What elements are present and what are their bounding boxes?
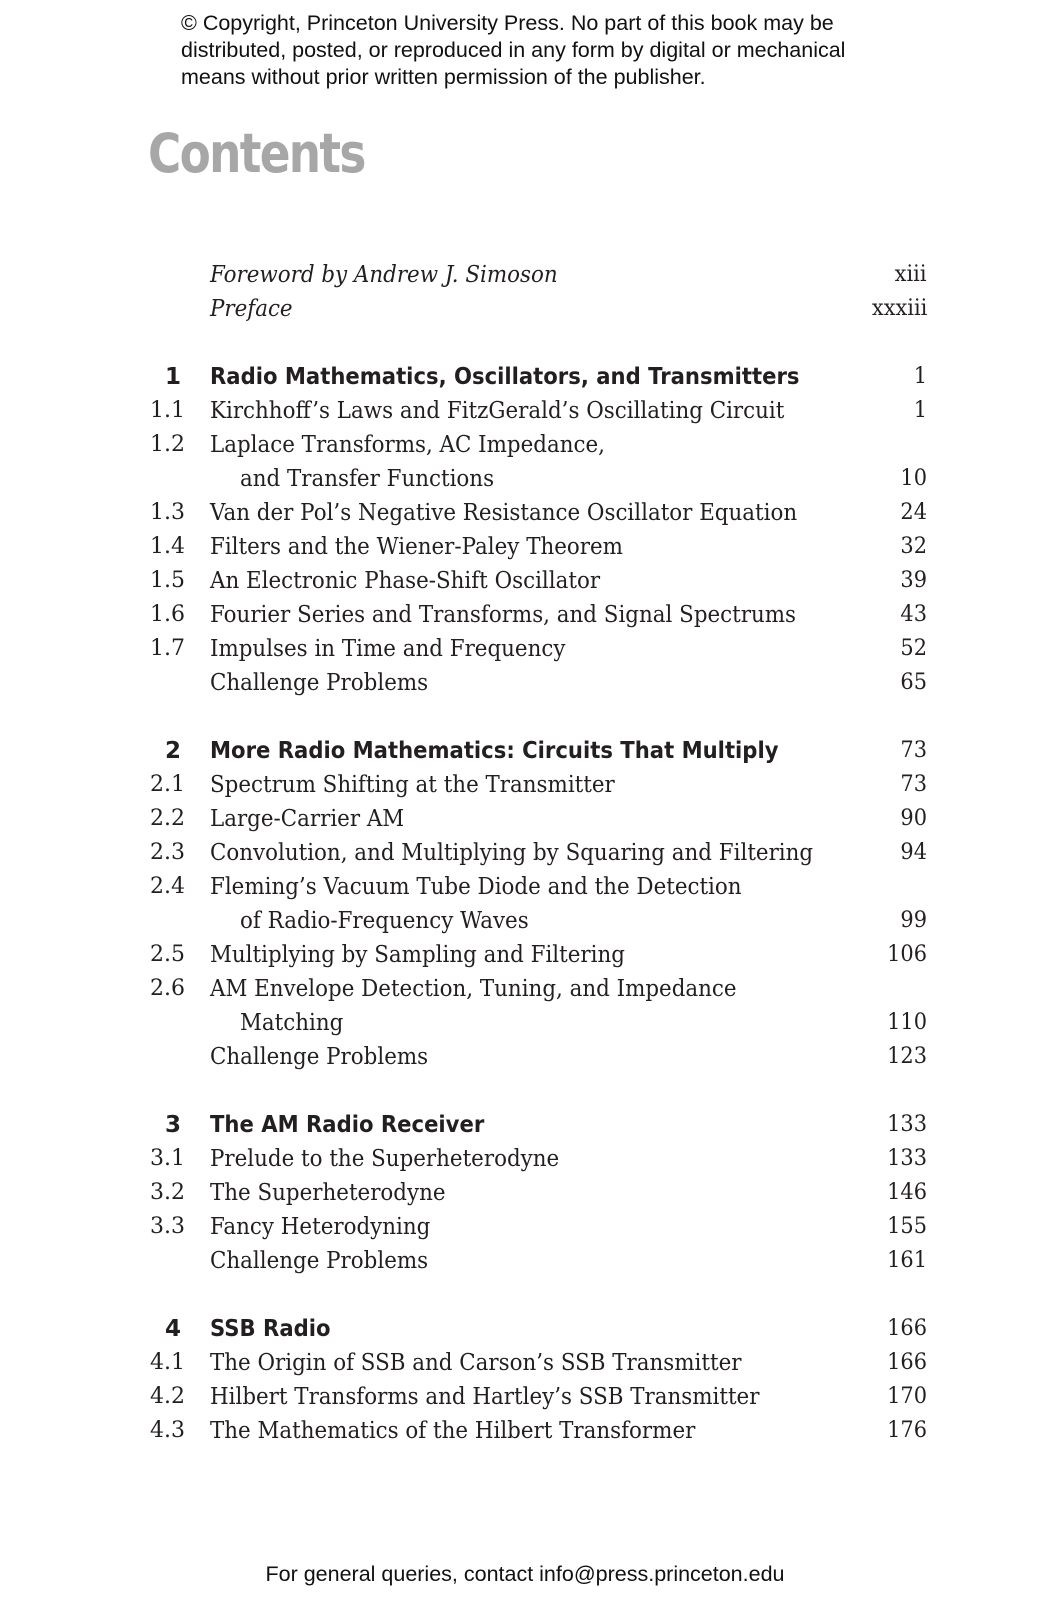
chapter-number: 3 xyxy=(164,1112,181,1138)
section-title: The Origin of SSB and Carson’s SSB Transmitter xyxy=(210,1350,742,1376)
page-number: 24 xyxy=(900,500,927,525)
section-title: The Superheterodyne xyxy=(210,1180,446,1206)
chapter-title: SSB Radio xyxy=(210,1316,331,1342)
section-number: 1.3 xyxy=(150,500,185,525)
chapter-title: Radio Mathematics, Oscillators, and Transmitters xyxy=(210,364,800,390)
section-number: 1.6 xyxy=(150,602,185,627)
contents-heading: Contents xyxy=(148,122,365,185)
toc-entry-section[interactable] xyxy=(0,530,1050,564)
toc-entry-section[interactable] xyxy=(0,1210,1050,1244)
page-number: 146 xyxy=(887,1180,927,1205)
toc-entry-chapter[interactable] xyxy=(0,360,1050,394)
page-number: 106 xyxy=(887,942,927,967)
section-number: 3.1 xyxy=(150,1146,185,1171)
page-number: 99 xyxy=(900,908,927,933)
section-title: Spectrum Shifting at the Transmitter xyxy=(210,772,615,798)
page-number: xxxiii xyxy=(871,296,927,321)
page-number: 166 xyxy=(887,1350,927,1375)
toc-entry-front-matter[interactable] xyxy=(0,292,1050,326)
section-number: 2.1 xyxy=(150,772,185,797)
toc-entry-section-continued[interactable] xyxy=(0,904,1050,938)
page-number: 1 xyxy=(913,398,927,423)
toc-entry-chapter[interactable] xyxy=(0,734,1050,768)
section-title: Challenge Problems xyxy=(210,1044,429,1070)
chapter-title: More Radio Mathematics: Circuits That Multiply xyxy=(210,738,779,764)
section-title: Fleming’s Vacuum Tube Diode and the Detection xyxy=(210,874,742,900)
section-title: The Mathematics of the Hilbert Transformer xyxy=(210,1418,696,1444)
copyright-line: distributed, posted, or reproduced in any form by digital or mechanical xyxy=(181,38,846,62)
toc-entry-section[interactable] xyxy=(0,802,1050,836)
page-number: 166 xyxy=(887,1316,927,1341)
section-title: AM Envelope Detection, Tuning, and Impedance xyxy=(210,976,737,1002)
page-number: 123 xyxy=(887,1044,927,1069)
section-number: 4.3 xyxy=(150,1418,185,1443)
section-number: 3.3 xyxy=(150,1214,185,1239)
toc-entry-section[interactable] xyxy=(0,870,1050,904)
toc-entry-section[interactable] xyxy=(0,564,1050,598)
toc-entry-section-continued[interactable] xyxy=(0,462,1050,496)
section-title: Fourier Series and Transforms, and Signal Spectrums xyxy=(210,602,797,628)
section-number: 2.6 xyxy=(150,976,185,1001)
section-title: Fancy Heterodyning xyxy=(210,1214,431,1240)
section-number: 4.2 xyxy=(150,1384,185,1409)
section-title: Hilbert Transforms and Hartley’s SSB Transmitter xyxy=(210,1384,760,1410)
section-title: Laplace Transforms, AC Impedance, xyxy=(210,432,605,458)
toc-entry-section[interactable] xyxy=(0,1414,1050,1448)
toc-entry-section[interactable] xyxy=(0,1346,1050,1380)
toc-entry-chapter[interactable] xyxy=(0,1312,1050,1346)
toc-entry-section-continued[interactable] xyxy=(0,1006,1050,1040)
section-title: An Electronic Phase-Shift Oscillator xyxy=(210,568,601,594)
toc-entry-section[interactable] xyxy=(0,428,1050,462)
chapter-number: 1 xyxy=(164,364,181,390)
toc-entry-section[interactable] xyxy=(0,1176,1050,1210)
section-number: 1.7 xyxy=(150,636,185,661)
toc-entry-section[interactable] xyxy=(0,632,1050,666)
section-number: 1.1 xyxy=(150,398,185,423)
toc-entry-section[interactable] xyxy=(0,394,1050,428)
page-number: 1 xyxy=(913,364,927,389)
toc-entry-chapter[interactable] xyxy=(0,1108,1050,1142)
toc-entry-section[interactable] xyxy=(0,836,1050,870)
entry-title: Foreword by Andrew J. Simoson xyxy=(210,262,558,288)
copyright-line: © Copyright, Princeton University Press. No part of this book may be xyxy=(181,11,834,35)
toc-entry-front-matter[interactable] xyxy=(0,258,1050,292)
page-number: 39 xyxy=(900,568,927,593)
toc-entry-section[interactable] xyxy=(0,1040,1050,1074)
section-title: Van der Pol’s Negative Resistance Oscillator Equation xyxy=(210,500,798,526)
page-number: 10 xyxy=(900,466,927,491)
section-title: Challenge Problems xyxy=(210,670,429,696)
chapter-number: 2 xyxy=(164,738,181,764)
toc-entry-section[interactable] xyxy=(0,598,1050,632)
section-title-continued: and Transfer Functions xyxy=(240,466,495,492)
page-number: 170 xyxy=(887,1384,927,1409)
section-title: Prelude to the Superheterodyne xyxy=(210,1146,560,1172)
section-title: Impulses in Time and Frequency xyxy=(210,636,566,662)
toc-entry-section[interactable] xyxy=(0,1380,1050,1414)
page-number: 32 xyxy=(900,534,927,559)
toc-entry-section[interactable] xyxy=(0,1244,1050,1278)
toc-entry-section[interactable] xyxy=(0,1142,1050,1176)
chapter-number: 4 xyxy=(164,1316,181,1342)
page-number: 52 xyxy=(900,636,927,661)
entry-title: Preface xyxy=(210,296,293,322)
page-number: 133 xyxy=(887,1146,927,1171)
page-number: 155 xyxy=(887,1214,927,1239)
section-title-continued: Matching xyxy=(240,1010,344,1036)
section-number: 4.1 xyxy=(150,1350,185,1375)
toc-entry-section[interactable] xyxy=(0,666,1050,700)
page-number: 65 xyxy=(900,670,927,695)
toc-entry-section[interactable] xyxy=(0,972,1050,1006)
section-number: 2.5 xyxy=(150,942,185,967)
page-number: 176 xyxy=(887,1418,927,1443)
page-number: 43 xyxy=(900,602,927,627)
footer-contact: For general queries, contact info@press.princeton.edu xyxy=(265,1562,785,1586)
page-number: 94 xyxy=(900,840,927,865)
copyright-line: means without prior written permission of the publisher. xyxy=(181,65,706,89)
chapter-title: The AM Radio Receiver xyxy=(210,1112,485,1138)
page-number: xiii xyxy=(895,262,927,287)
page-number: 90 xyxy=(900,806,927,831)
section-number: 2.2 xyxy=(150,806,185,831)
section-title: Filters and the Wiener-Paley Theorem xyxy=(210,534,623,560)
section-number: 2.4 xyxy=(150,874,185,899)
toc-entry-section[interactable] xyxy=(0,768,1050,802)
section-title: Large-Carrier AM xyxy=(210,806,405,832)
copyright-notice xyxy=(181,10,941,91)
page-number: 73 xyxy=(900,772,927,797)
section-number: 1.4 xyxy=(150,534,185,559)
page-number: 133 xyxy=(887,1112,927,1137)
section-title: Kirchhoff’s Laws and FitzGerald’s Oscillating Circuit xyxy=(210,398,785,424)
section-number: 1.2 xyxy=(150,432,185,457)
section-title: Convolution, and Multiplying by Squaring and Filtering xyxy=(210,840,814,866)
section-title: Challenge Problems xyxy=(210,1248,429,1274)
section-number: 2.3 xyxy=(150,840,185,865)
toc-entry-section[interactable] xyxy=(0,938,1050,972)
section-title: Multiplying by Sampling and Filtering xyxy=(210,942,625,968)
section-number: 1.5 xyxy=(150,568,185,593)
page-number: 73 xyxy=(900,738,927,763)
page-number: 161 xyxy=(887,1248,927,1273)
section-title-continued: of Radio-Frequency Waves xyxy=(240,908,529,934)
toc-entry-section[interactable] xyxy=(0,496,1050,530)
section-number: 3.2 xyxy=(150,1180,185,1205)
page-number: 110 xyxy=(887,1010,927,1035)
